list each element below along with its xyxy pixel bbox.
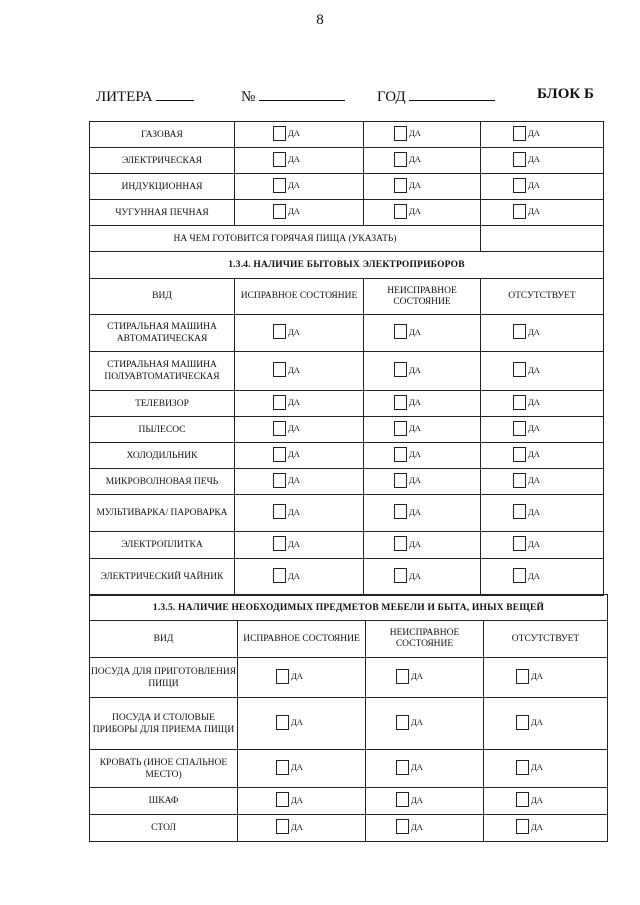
table-row (90, 658, 608, 698)
hot-food-row (90, 226, 604, 252)
number-label: № (241, 89, 256, 105)
checkbox[interactable] (273, 504, 300, 519)
column-header: ВИД (90, 621, 238, 658)
row-label: ТЕЛЕВИЗОР (90, 391, 235, 417)
hot-food-answer-field[interactable] (481, 226, 604, 252)
checkbox[interactable] (513, 362, 540, 377)
checkbox-box[interactable] (394, 152, 407, 167)
year-label: ГОД (377, 89, 406, 105)
row-label: СТИРАЛЬНАЯ МАШИНА ПОЛУАВТОМАТИЧЕСКАЯ (90, 352, 235, 391)
checkbox-box[interactable] (394, 421, 407, 436)
checkbox[interactable] (273, 395, 300, 410)
checkbox-label: ДА (288, 570, 300, 581)
checkbox-cell (235, 174, 364, 200)
checkbox-label: ДА (409, 423, 421, 433)
table-row (90, 417, 604, 443)
checkbox[interactable] (513, 152, 540, 167)
checkbox-label: ДА (528, 206, 540, 216)
block-label: БЛОК Б (537, 86, 594, 102)
checkbox[interactable] (276, 760, 303, 775)
checkbox-box[interactable] (394, 126, 407, 141)
column-header: ИСПРАВНОЕ СОСТОЯНИЕ (238, 621, 366, 658)
table-row (90, 443, 604, 469)
checkbox-cell (235, 443, 364, 469)
checkbox-cell (481, 352, 604, 391)
checkbox-cell (366, 750, 484, 788)
checkbox-box[interactable] (396, 760, 409, 775)
checkbox-box[interactable] (394, 362, 407, 377)
checkbox-cell (364, 532, 481, 559)
checkbox-cell (364, 391, 481, 417)
checkbox[interactable] (516, 715, 543, 730)
table-row (90, 352, 604, 391)
checkbox-cell (235, 315, 364, 352)
checkbox-cell (364, 148, 481, 174)
checkbox-cell (364, 122, 481, 148)
table-row (90, 174, 604, 200)
column-header: ОТСУТСТВУЕТ (484, 621, 608, 658)
checkbox[interactable] (273, 568, 300, 583)
row-label: ЭЛЕКТРИЧЕСКАЯ (90, 148, 235, 174)
checkbox-cell (235, 391, 364, 417)
checkbox-label: ДА (411, 762, 423, 772)
checkbox-label: ДА (528, 423, 540, 433)
checkbox-cell (481, 559, 604, 596)
checkbox-cell (235, 469, 364, 495)
row-label: МИКРОВОЛНОВАЯ ПЕЧЬ (90, 469, 235, 495)
column-header: НЕИСПРАВНОЕ СОСТОЯНИЕ (366, 621, 484, 658)
checkbox[interactable] (396, 792, 423, 807)
checkbox-label: ДА (288, 397, 300, 407)
checkbox-label: ДА (411, 794, 423, 805)
checkbox[interactable] (276, 715, 303, 730)
checkbox-label: ДА (409, 475, 421, 485)
checkbox-label: ДА (409, 506, 421, 517)
checkbox[interactable] (513, 324, 540, 339)
checkbox[interactable] (513, 536, 540, 551)
checkbox[interactable] (394, 324, 421, 339)
checkbox-cell (481, 469, 604, 495)
checkbox-label: ДА (291, 794, 303, 805)
row-label: ПОСУДА И СТОЛОВЫЕ ПРИБОРЫ ДЛЯ ПРИЕМА ПИЩИ (90, 698, 238, 750)
checkbox-box[interactable] (276, 715, 289, 730)
checkbox-box[interactable] (273, 126, 286, 141)
checkbox-cell (235, 495, 364, 532)
checkbox-label: ДА (288, 423, 300, 433)
checkbox-cell (366, 788, 484, 815)
checkbox-cell (235, 559, 364, 596)
checkbox-label: ДА (288, 475, 300, 485)
checkbox-label: ДА (288, 364, 300, 375)
checkbox-label: ДА (288, 128, 300, 138)
checkbox[interactable] (273, 204, 300, 219)
checkbox-label: ДА (288, 180, 300, 190)
checkbox-label: ДА (411, 717, 423, 727)
checkbox[interactable] (394, 447, 421, 462)
checkbox[interactable] (516, 819, 543, 834)
checkbox-box[interactable] (513, 536, 526, 551)
checkbox[interactable] (394, 504, 421, 519)
checkbox-cell (364, 559, 481, 596)
checkbox-box[interactable] (396, 715, 409, 730)
checkbox-label: ДА (528, 506, 540, 517)
checkbox-label: ДА (528, 538, 540, 549)
checkbox-box[interactable] (394, 447, 407, 462)
checkbox-cell (364, 443, 481, 469)
checkbox-box[interactable] (273, 473, 286, 488)
checkbox-box[interactable] (276, 792, 289, 807)
checkbox[interactable] (396, 715, 423, 730)
checkbox-label: ДА (288, 449, 300, 459)
checkbox-box[interactable] (513, 324, 526, 339)
checkbox-box[interactable] (394, 473, 407, 488)
checkbox-label: ДА (288, 154, 300, 164)
table-row (90, 788, 608, 815)
column-header: ИСПРАВНОЕ СОСТОЯНИЕ (235, 279, 364, 315)
checkbox-cell (364, 495, 481, 532)
checkbox-label: ДА (409, 206, 421, 216)
row-label: ЭЛЕКТРИЧЕСКИЙ ЧАЙНИК (90, 559, 235, 596)
checkbox-box[interactable] (276, 760, 289, 775)
page-number: 8 (316, 12, 324, 28)
checkbox-label: ДА (528, 154, 540, 164)
checkbox-box[interactable] (273, 421, 286, 436)
checkbox-box[interactable] (513, 126, 526, 141)
checkbox[interactable] (394, 473, 421, 488)
checkbox-box[interactable] (513, 473, 526, 488)
checkbox-box[interactable] (394, 178, 407, 193)
checkbox-box[interactable] (516, 819, 529, 834)
row-label: ПЫЛЕСОС (90, 417, 235, 443)
section-row (90, 252, 604, 279)
checkbox-cell (481, 532, 604, 559)
table-row (90, 469, 604, 495)
checkbox-label: ДА (528, 128, 540, 138)
checkbox-box[interactable] (516, 715, 529, 730)
table-row (90, 698, 608, 750)
checkbox-cell (481, 495, 604, 532)
row-label: ШКАФ (90, 788, 238, 815)
checkbox-cell (235, 148, 364, 174)
table-row (90, 315, 604, 352)
checkbox[interactable] (513, 126, 540, 141)
checkbox-box[interactable] (273, 204, 286, 219)
checkbox-box[interactable] (394, 504, 407, 519)
litera-label: ЛИТЕРА (96, 89, 153, 105)
checkbox-label: ДА (409, 128, 421, 138)
column-header: НЕИСПРАВНОЕ СОСТОЯНИЕ (364, 279, 481, 315)
checkbox[interactable] (273, 362, 300, 377)
checkbox-cell (481, 122, 604, 148)
checkbox-box[interactable] (513, 504, 526, 519)
checkbox-label: ДА (411, 671, 423, 681)
checkbox-box[interactable] (513, 204, 526, 219)
section-title: 1.3.4. НАЛИЧИЕ БЫТОВЫХ ЭЛЕКТРОПРИБОРОВ (90, 252, 604, 279)
checkbox-box[interactable] (394, 204, 407, 219)
checkbox-box[interactable] (276, 669, 289, 684)
checkbox-box[interactable] (396, 819, 409, 834)
year-field (377, 86, 495, 106)
table-row (90, 148, 604, 174)
checkbox-cell (364, 417, 481, 443)
checkbox-box[interactable] (513, 178, 526, 193)
checkbox[interactable] (513, 473, 540, 488)
checkbox-cell (481, 200, 604, 226)
checkbox-label: ДА (531, 671, 543, 681)
checkbox-cell (364, 200, 481, 226)
checkbox-box[interactable] (513, 421, 526, 436)
checkbox[interactable] (396, 669, 423, 684)
checkbox-cell (235, 532, 364, 559)
checkbox[interactable] (394, 362, 421, 377)
row-label: СТИРАЛЬНАЯ МАШИНА АВТОМАТИЧЕСКАЯ (90, 315, 235, 352)
checkbox-cell (484, 698, 608, 750)
checkbox[interactable] (394, 204, 421, 219)
checkbox-label: ДА (528, 364, 540, 375)
checkbox[interactable] (394, 421, 421, 436)
checkbox[interactable] (273, 152, 300, 167)
checkbox[interactable] (394, 568, 421, 583)
checkbox-box[interactable] (516, 760, 529, 775)
litera-field (96, 86, 194, 106)
checkbox-label: ДА (288, 506, 300, 517)
table-row (90, 495, 604, 532)
checkbox-label: ДА (409, 449, 421, 459)
number-blank[interactable] (259, 86, 345, 101)
table-row (90, 391, 604, 417)
checkbox-label: ДА (528, 475, 540, 485)
checkbox-box[interactable] (273, 568, 286, 583)
checkbox-cell (481, 148, 604, 174)
checkbox-label: ДА (291, 717, 303, 727)
checkbox[interactable] (273, 536, 300, 551)
column-header: ОТСУТСТВУЕТ (481, 279, 604, 315)
checkbox-cell (364, 469, 481, 495)
checkbox-box[interactable] (276, 819, 289, 834)
checkbox-cell (364, 174, 481, 200)
checkbox-box[interactable] (396, 792, 409, 807)
table-row (90, 750, 608, 788)
checkbox-label: ДА (528, 570, 540, 581)
checkbox[interactable] (513, 447, 540, 462)
checkbox-box[interactable] (273, 504, 286, 519)
checkbox-box[interactable] (394, 324, 407, 339)
checkbox-box[interactable] (513, 395, 526, 410)
checkbox-cell (481, 391, 604, 417)
row-label: ЭЛЕКТРОПЛИТКА (90, 532, 235, 559)
appliances-table (89, 121, 604, 596)
row-label: СТОЛ (90, 815, 238, 842)
checkbox-box[interactable] (513, 152, 526, 167)
checkbox[interactable] (394, 152, 421, 167)
column-header: ВИД (90, 279, 235, 315)
checkbox-cell (481, 174, 604, 200)
checkbox-box[interactable] (394, 568, 407, 583)
table-row (90, 122, 604, 148)
checkbox-cell (238, 750, 366, 788)
checkbox[interactable] (513, 421, 540, 436)
checkbox-label: ДА (528, 180, 540, 190)
checkbox-label: ДА (528, 326, 540, 337)
table-row (90, 559, 604, 596)
checkbox[interactable] (513, 395, 540, 410)
checkbox-box[interactable] (394, 395, 407, 410)
checkbox-box[interactable] (273, 536, 286, 551)
row-label: ПОСУДА ДЛЯ ПРИГОТОВЛЕНИЯ ПИЩИ (90, 658, 238, 698)
checkbox[interactable] (396, 760, 423, 775)
checkbox-label: ДА (528, 449, 540, 459)
checkbox-label: ДА (288, 538, 300, 549)
checkbox-label: ДА (409, 326, 421, 337)
checkbox-label: ДА (288, 206, 300, 216)
checkbox-label: ДА (531, 821, 543, 832)
checkbox-label: ДА (409, 180, 421, 190)
checkbox[interactable] (516, 760, 543, 775)
checkbox[interactable] (394, 536, 421, 551)
checkbox[interactable] (276, 819, 303, 834)
checkbox[interactable] (513, 204, 540, 219)
checkbox-box[interactable] (513, 568, 526, 583)
checkbox-box[interactable] (273, 324, 286, 339)
checkbox-box[interactable] (516, 669, 529, 684)
checkbox-box[interactable] (513, 362, 526, 377)
checkbox-cell (235, 417, 364, 443)
furniture-table (89, 594, 608, 842)
checkbox-cell (481, 443, 604, 469)
table-row (90, 200, 604, 226)
row-label: ХОЛОДИЛЬНИК (90, 443, 235, 469)
checkbox[interactable] (276, 792, 303, 807)
checkbox[interactable] (516, 792, 543, 807)
checkbox-box[interactable] (273, 152, 286, 167)
checkbox-cell (484, 788, 608, 815)
checkbox-label: ДА (291, 762, 303, 772)
checkbox-box[interactable] (516, 792, 529, 807)
checkbox-box[interactable] (394, 536, 407, 551)
checkbox[interactable] (513, 568, 540, 583)
checkbox[interactable] (273, 447, 300, 462)
checkbox-cell (238, 658, 366, 698)
checkbox-cell (235, 122, 364, 148)
checkbox-label: ДА (411, 821, 423, 832)
checkbox-label: ДА (291, 821, 303, 832)
checkbox-cell (484, 750, 608, 788)
checkbox-box[interactable] (513, 447, 526, 462)
checkbox-label: ДА (531, 794, 543, 805)
checkbox-box[interactable] (273, 395, 286, 410)
checkbox-cell (481, 417, 604, 443)
checkbox[interactable] (396, 819, 423, 834)
checkbox-label: ДА (291, 671, 303, 681)
checkbox-label: ДА (288, 326, 300, 337)
section-row (90, 595, 608, 621)
checkbox-cell (484, 815, 608, 842)
checkbox-cell (366, 815, 484, 842)
column-header-row (90, 621, 608, 658)
row-label: ГАЗОВАЯ (90, 122, 235, 148)
checkbox-label: ДА (409, 154, 421, 164)
checkbox-cell (366, 698, 484, 750)
column-header-row (90, 279, 604, 315)
checkbox-label: ДА (409, 570, 421, 581)
row-label: КРОВАТЬ (ИНОЕ СПАЛЬНОЕ МЕСТО) (90, 750, 238, 788)
checkbox-box[interactable] (273, 362, 286, 377)
checkbox-box[interactable] (273, 178, 286, 193)
hot-food-question: НА ЧЕМ ГОТОВИТСЯ ГОРЯЧАЯ ПИЩА (УКАЗАТЬ) (90, 226, 481, 252)
checkbox-cell (238, 698, 366, 750)
checkbox-cell (235, 352, 364, 391)
checkbox[interactable] (513, 178, 540, 193)
checkbox-cell (364, 352, 481, 391)
checkbox[interactable] (394, 395, 421, 410)
number-field (241, 86, 345, 106)
checkbox[interactable] (394, 126, 421, 141)
section-title: 1.3.5. НАЛИЧИЕ НЕОБХОДИМЫХ ПРЕДМЕТОВ МЕБЕЛИ И БЫТА, ИНЫХ ВЕЩЕЙ (90, 595, 608, 621)
checkbox[interactable] (276, 669, 303, 684)
checkbox-label: ДА (531, 762, 543, 772)
table-row (90, 532, 604, 559)
row-label: ЧУГУННАЯ ПЕЧНАЯ (90, 200, 235, 226)
litera-blank[interactable] (156, 86, 194, 101)
checkbox[interactable] (273, 421, 300, 436)
year-blank[interactable] (409, 86, 495, 101)
checkbox[interactable] (516, 669, 543, 684)
checkbox-label: ДА (409, 364, 421, 375)
row-label: ИНДУКЦИОННАЯ (90, 174, 235, 200)
table-row (90, 815, 608, 842)
checkbox-cell (364, 315, 481, 352)
checkbox-label: ДА (409, 397, 421, 407)
checkbox-box[interactable] (396, 669, 409, 684)
checkbox[interactable] (273, 473, 300, 488)
checkbox-label: ДА (528, 397, 540, 407)
checkbox-cell (238, 788, 366, 815)
checkbox-box[interactable] (273, 447, 286, 462)
checkbox[interactable] (273, 126, 300, 141)
checkbox-cell (235, 200, 364, 226)
checkbox-cell (366, 658, 484, 698)
checkbox-cell (238, 815, 366, 842)
checkbox-cell (484, 658, 608, 698)
checkbox-label: ДА (531, 717, 543, 727)
checkbox[interactable] (273, 324, 300, 339)
checkbox-cell (481, 315, 604, 352)
checkbox[interactable] (513, 504, 540, 519)
checkbox[interactable] (394, 178, 421, 193)
checkbox[interactable] (273, 178, 300, 193)
checkbox-label: ДА (409, 538, 421, 549)
row-label: МУЛЬТИВАРКА/ ПАРОВАРКА (90, 495, 235, 532)
form-header (96, 86, 596, 108)
